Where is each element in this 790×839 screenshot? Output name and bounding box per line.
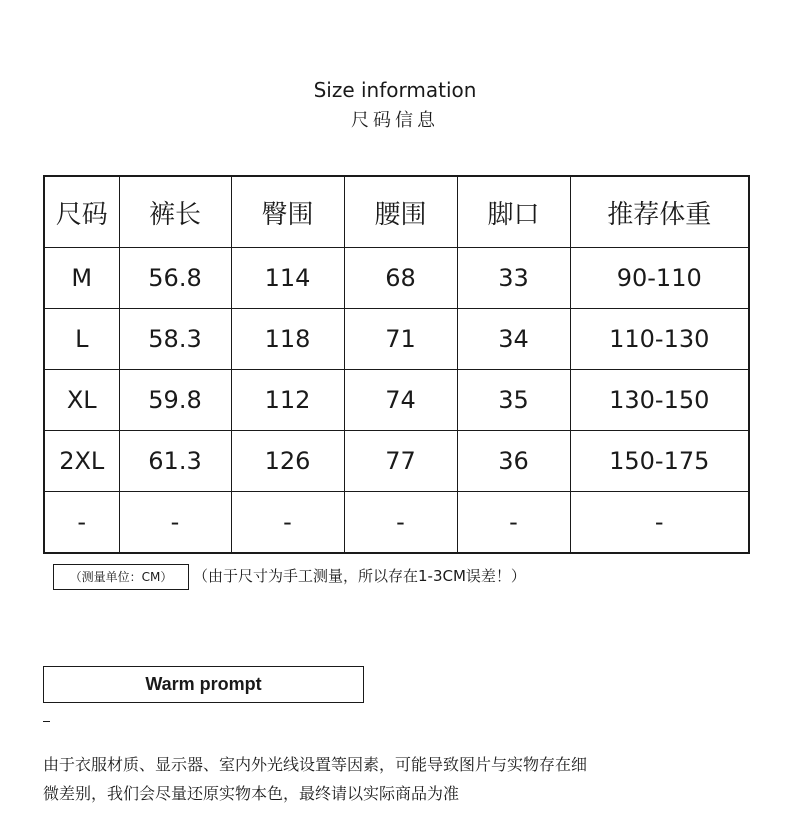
table-cell: - <box>119 492 231 554</box>
table-cell: 77 <box>344 431 457 492</box>
table-cell: 118 <box>231 309 344 370</box>
table-cell: - <box>570 492 749 554</box>
table-cell: 33 <box>457 248 570 309</box>
table-cell: 114 <box>231 248 344 309</box>
table-cell: - <box>231 492 344 554</box>
table-cell: - <box>457 492 570 554</box>
table-cell: 112 <box>231 370 344 431</box>
size-table <box>43 175 750 554</box>
header-hem: 脚口 <box>457 176 570 248</box>
table-row <box>44 492 749 554</box>
table-cell: 74 <box>344 370 457 431</box>
table-cell: 71 <box>344 309 457 370</box>
table-cell: 56.8 <box>119 248 231 309</box>
divider <box>43 721 50 722</box>
table-cell: 36 <box>457 431 570 492</box>
measurement-note: （由于尺寸为手工测量，所以存在1-3CM误差！） <box>193 567 526 585</box>
table-cell: 34 <box>457 309 570 370</box>
table-row <box>44 248 749 309</box>
table-cell: 130-150 <box>570 370 749 431</box>
unit-note-box: （测量单位：CM） <box>53 564 189 590</box>
table-cell: - <box>44 492 119 554</box>
table-cell: 35 <box>457 370 570 431</box>
table-cell: 90-110 <box>570 248 749 309</box>
header-hip: 臀围 <box>231 176 344 248</box>
table-cell: - <box>344 492 457 554</box>
table-cell: L <box>44 309 119 370</box>
table-cell: 58.3 <box>119 309 231 370</box>
header-length: 裤长 <box>119 176 231 248</box>
header-size: 尺码 <box>44 176 119 248</box>
table-row <box>44 309 749 370</box>
title-chinese: 尺码信息 <box>351 110 439 131</box>
table-cell: XL <box>44 370 119 431</box>
table-cell: 2XL <box>44 431 119 492</box>
table-cell: 150-175 <box>570 431 749 492</box>
warm-prompt-description <box>43 750 743 808</box>
table-header-row <box>44 176 749 248</box>
table-cell: 61.3 <box>119 431 231 492</box>
description-line-1: 由于衣服材质、显示器、室内外光线设置等因素，可能导致图片与实物存在细 <box>43 755 588 774</box>
description-line-2: 微差别，我们会尽量还原实物本色，最终请以实际商品为准 <box>43 784 460 803</box>
table-cell: 68 <box>344 248 457 309</box>
table-row <box>44 370 749 431</box>
table-cell: 110-130 <box>570 309 749 370</box>
header-waist: 腰围 <box>344 176 457 248</box>
title-english: Size information <box>313 78 477 102</box>
header-weight: 推荐体重 <box>570 176 749 248</box>
table-row <box>44 431 749 492</box>
table-cell: 59.8 <box>119 370 231 431</box>
table-cell: M <box>44 248 119 309</box>
warm-prompt-heading: Warm prompt <box>43 666 364 703</box>
table-cell: 126 <box>231 431 344 492</box>
